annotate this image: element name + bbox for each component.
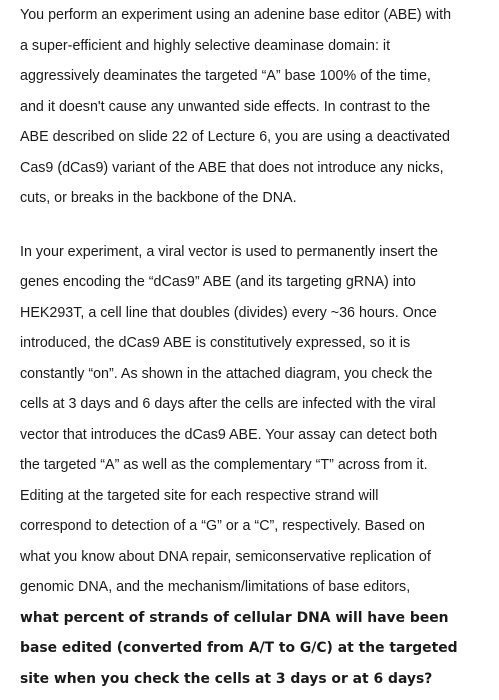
text-line: what you know about DNA repair, semiconservative replication of: [20, 548, 431, 565]
text-line: genomic DNA, and the mechanism/limitations of base editors,: [20, 579, 411, 595]
paragraph-experiment: [20, 237, 490, 695]
text-line: HEK293T, a cell line that doubles (divides) every ~36 hours. Once: [20, 304, 437, 321]
question-line: what percent of strands of cellular DNA will have been: [20, 609, 449, 626]
question-line: site when you check the cells at 3 days or at 6 days?: [20, 670, 433, 687]
text-line: You perform an experiment using an adenine base editor (ABE) with: [20, 7, 452, 23]
text-line: the targeted “A” as well as the complementary “T” across from it.: [20, 457, 428, 473]
text-line: genes encoding the “dCas9” ABE (and its targeting gRNA) into: [20, 274, 416, 290]
text-line: cuts, or breaks in the backbone of the DNA.: [20, 190, 297, 206]
text-line: Editing at the targeted site for each respective strand will: [20, 487, 379, 504]
text-line: cells at 3 days and 6 days after the cells are infected with the viral: [20, 396, 436, 412]
text-line: vector that introduces the dCas9 ABE. Your assay can detect both: [20, 426, 438, 443]
paragraph-spacer: [20, 214, 490, 237]
text-line: Cas9 (dCas9) variant of the ABE that does not introduce any nicks,: [20, 159, 444, 176]
text-line: In your experiment, a viral vector is used to permanently insert the: [20, 243, 438, 260]
text-line: correspond to detection of a “G” or a “C”, respectively. Based on: [20, 518, 426, 534]
text-line: a super-efficient and highly selective deaminase domain: it: [20, 37, 391, 54]
document: [20, 0, 490, 694]
text-line: and it doesn't cause any unwanted side effects. In contrast to the: [20, 98, 431, 115]
text-line: ABE described on slide 22 of Lecture 6, you are using a deactivated: [20, 129, 450, 145]
question-line: base edited (converted from A/T to G/C) at the targeted: [20, 640, 458, 656]
text-line: introduced, the dCas9 ABE is constitutively expressed, so it is: [20, 335, 411, 351]
paragraph-intro: [20, 0, 490, 214]
text-line: constantly “on”. As shown in the attached diagram, you check the: [20, 365, 433, 382]
text-line: aggressively deaminates the targeted “A” base 100% of the time,: [20, 68, 431, 84]
